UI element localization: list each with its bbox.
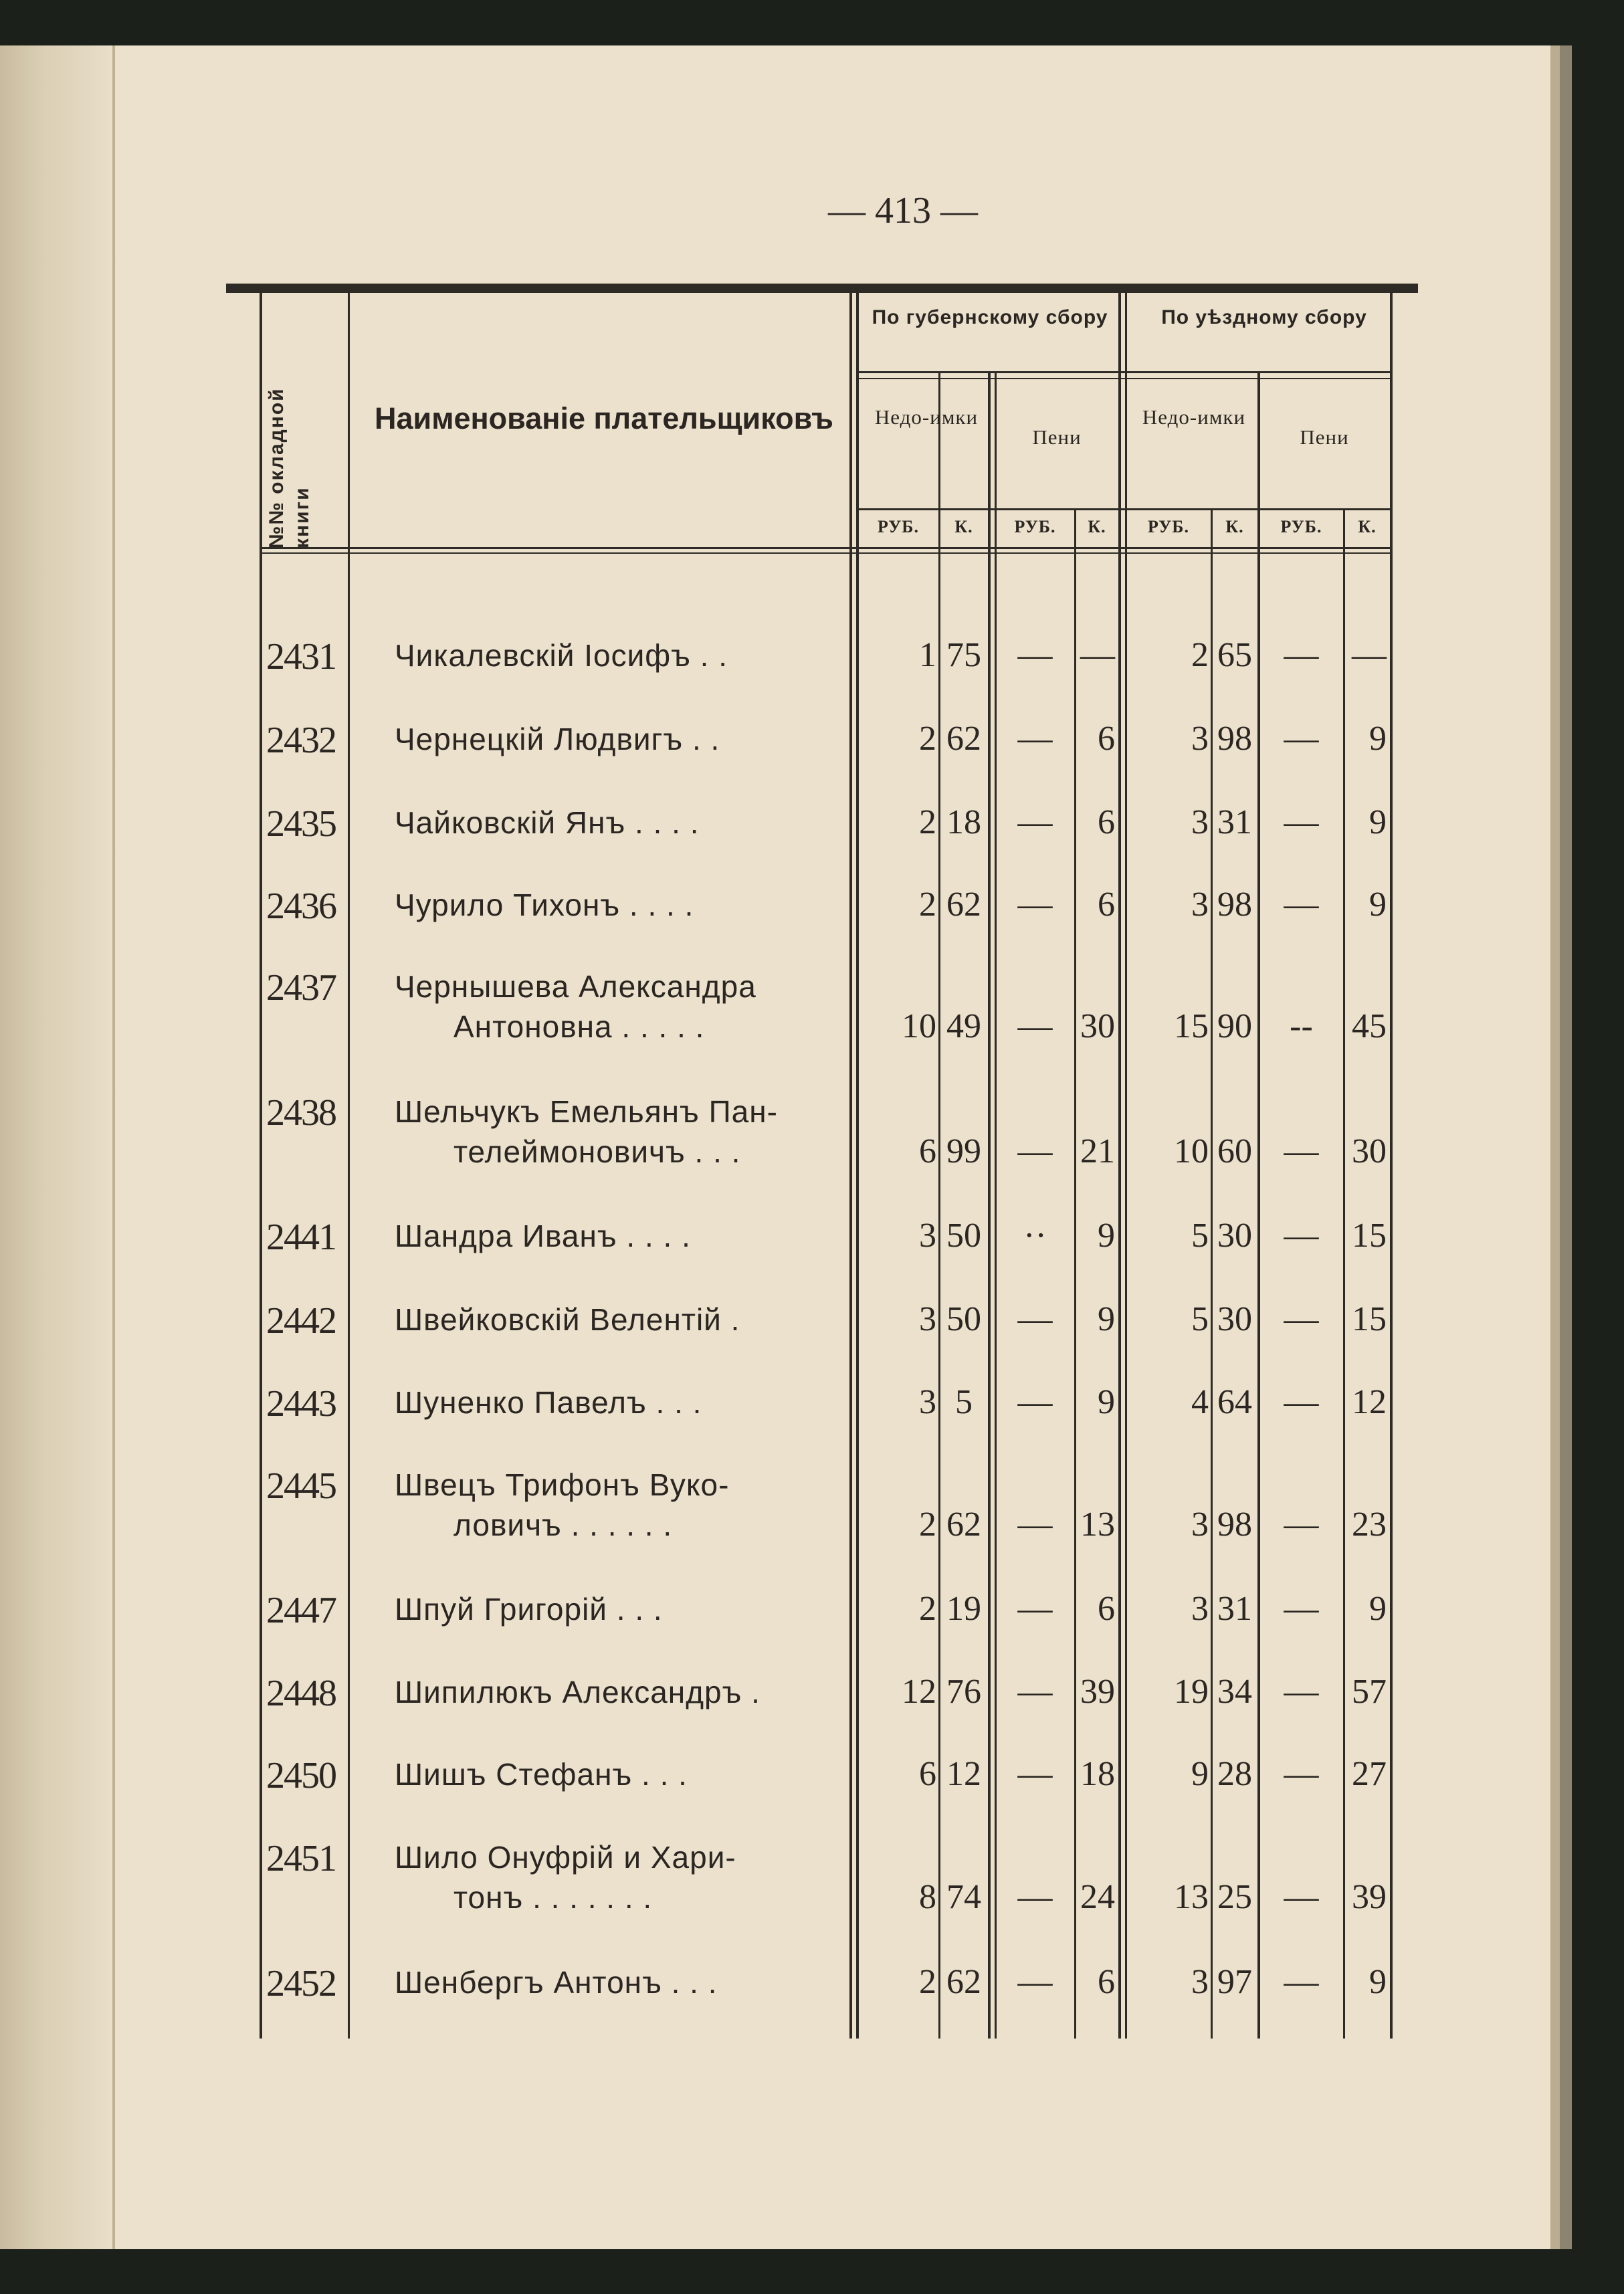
- uezd-arrears-rub: 3: [1191, 803, 1209, 841]
- uezd-fines-kop: 23: [1352, 1505, 1387, 1544]
- uezd-arrears-rub: 2: [1191, 636, 1209, 674]
- payer-name-line2: ловичъ . . . . . .: [453, 1507, 673, 1542]
- gub-arrears-rub: 2: [919, 1590, 936, 1628]
- header-gub-arrears: Недо-имки: [874, 405, 979, 429]
- uezd-fines-kop: 9: [1369, 1590, 1387, 1628]
- payer-name: [395, 1672, 844, 1712]
- payer-name: [395, 635, 844, 675]
- unit-kop: К.: [1358, 517, 1377, 536]
- payer-name-line1: Чайковскій Янъ . . . .: [395, 805, 700, 840]
- gub-fines-kop: 39: [1080, 1673, 1115, 1711]
- gub-arrears-kop: 99: [946, 1132, 981, 1170]
- uezd-arrears-kop: 30: [1217, 1300, 1252, 1338]
- uezd-fines-kop: 27: [1352, 1755, 1387, 1793]
- uezd-fines-rub: —: [1284, 1505, 1319, 1544]
- payer-name: [395, 1216, 844, 1256]
- uezd-fines-rub: —: [1284, 885, 1319, 924]
- payer-name-line1: Чернышева Александра: [395, 969, 756, 1004]
- uezd-fines-kop: 12: [1352, 1383, 1387, 1421]
- book-number: 2443: [266, 1383, 336, 1425]
- uezd-arrears-rub: 5: [1191, 1300, 1209, 1338]
- payer-name-line1: Шило Онуфрій и Хари-: [395, 1840, 736, 1875]
- gub-arrears-kop: 49: [946, 1007, 981, 1045]
- gub-arrears-rub: 2: [919, 885, 936, 924]
- uezd-arrears-rub: 4: [1191, 1383, 1209, 1421]
- gub-arrears-kop: 50: [946, 1217, 981, 1255]
- unit-rub: РУБ.: [877, 517, 919, 536]
- gub-arrears-rub: 2: [919, 1963, 936, 2001]
- uezd-arrears-rub: 15: [1174, 1007, 1209, 1045]
- uezd-arrears-kop: 90: [1217, 1007, 1252, 1045]
- col-divider-uezd-b: [1125, 293, 1127, 2039]
- payer-name: [395, 1589, 844, 1629]
- gub-arrears-rub: 10: [902, 1007, 936, 1045]
- uezd-fines-rub: —: [1284, 1590, 1319, 1628]
- book-number: 2450: [266, 1755, 336, 1796]
- gub-fines-rub: —: [1017, 885, 1053, 924]
- gub-fines-rub: —: [1017, 1300, 1053, 1338]
- uezd-arrears-rub: 19: [1174, 1673, 1209, 1711]
- gub-arrears-rub: 8: [919, 1878, 936, 1916]
- payer-name-line1: Чикалевскій Іосифъ . .: [395, 638, 728, 673]
- book-number: 2447: [266, 1590, 336, 1631]
- gub-arrears-kop: 18: [946, 803, 981, 841]
- header-payers-name: Наименованіе плательщиковъ: [375, 401, 833, 435]
- gub-arrears-rub: 1: [919, 636, 936, 674]
- book-number: 2431: [266, 636, 336, 677]
- table-border-right: [1390, 293, 1393, 2039]
- uezd-fines-rub: —: [1284, 1132, 1319, 1170]
- gub-fines-kop: 6: [1098, 885, 1115, 924]
- uezd-arrears-rub: 3: [1191, 1590, 1209, 1628]
- page-edge: [1550, 45, 1560, 2249]
- uezd-arrears-kop: 98: [1217, 720, 1252, 758]
- header-book-number: №№ окладной книги: [266, 387, 313, 548]
- book-number: 2448: [266, 1673, 336, 1714]
- uezd-arrears-kop: 30: [1217, 1217, 1252, 1255]
- gub-fines-rub: —: [1017, 720, 1053, 758]
- gub-fines-kop: —: [1080, 636, 1115, 674]
- gub-fines-kop: 13: [1080, 1505, 1115, 1544]
- payer-name-line1: Швейковскій Велентій .: [395, 1302, 740, 1337]
- uezd-arrears-kop: 97: [1217, 1963, 1252, 2001]
- uezd-fines-kop: 15: [1352, 1217, 1387, 1255]
- gub-fines-kop: 9: [1098, 1217, 1115, 1255]
- uezd-fines-rub: —: [1284, 803, 1319, 841]
- units-overline: [859, 508, 1390, 510]
- payer-name: [395, 1962, 844, 2002]
- uezd-arrears-kop: 31: [1217, 1590, 1252, 1628]
- uezd-fines-rub: —: [1284, 1673, 1319, 1711]
- payer-name: [395, 966, 844, 1047]
- group-underline: [859, 371, 1390, 373]
- book-number: 2438: [266, 1092, 336, 1134]
- payer-name-line2: Антоновна . . . . .: [453, 1009, 705, 1044]
- gub-fines-kop: 6: [1098, 803, 1115, 841]
- uezd-arrears-kop: 25: [1217, 1878, 1252, 1916]
- gutter-fold: [112, 45, 115, 2249]
- col-divider-name-a: [849, 293, 852, 2039]
- header-gub-fines: Пени: [1032, 425, 1082, 449]
- book-number: 2436: [266, 885, 336, 927]
- gub-fines-kop: 30: [1080, 1007, 1115, 1045]
- header-bottom-line: [260, 547, 1393, 549]
- page-number: — 413 —: [828, 190, 978, 231]
- gub-fines-rub: —: [1017, 1132, 1053, 1170]
- unit-kop: К.: [1225, 517, 1244, 536]
- payer-name: [395, 1299, 844, 1340]
- unit-kop: К.: [954, 517, 973, 536]
- book-number: 2445: [266, 1465, 336, 1507]
- gub-fines-kop: 21: [1080, 1132, 1115, 1170]
- gub-fines-kop: 6: [1098, 1590, 1115, 1628]
- payer-name: [395, 1754, 844, 1794]
- uezd-fines-kop: 45: [1352, 1007, 1387, 1045]
- payer-name-line1: Шипилюкъ Александръ .: [395, 1675, 760, 1709]
- book-number: 2437: [266, 967, 336, 1009]
- book-number: 2435: [266, 803, 336, 845]
- book-number: 2442: [266, 1300, 336, 1342]
- col-divider-g-pen-a: [988, 371, 991, 2039]
- uezd-arrears-kop: 98: [1217, 885, 1252, 924]
- payer-name: [395, 1382, 844, 1423]
- gub-arrears-kop: 12: [946, 1755, 981, 1793]
- payer-name: [395, 885, 844, 925]
- gub-fines-kop: 6: [1098, 1963, 1115, 2001]
- gub-arrears-kop: 75: [946, 636, 981, 674]
- gub-arrears-kop: 62: [946, 720, 981, 758]
- uezd-fines-rub: --: [1290, 1007, 1313, 1045]
- uezd-arrears-kop: 28: [1217, 1755, 1252, 1793]
- gub-arrears-rub: 3: [919, 1383, 936, 1421]
- uezd-fines-kop: 15: [1352, 1300, 1387, 1338]
- gub-arrears-kop: 62: [946, 1963, 981, 2001]
- gub-fines-rub: —: [1017, 1755, 1053, 1793]
- uezd-arrears-kop: 60: [1217, 1132, 1252, 1170]
- uezd-fines-rub: —: [1284, 1217, 1319, 1255]
- book-number: 2451: [266, 1838, 336, 1879]
- book-number: 2441: [266, 1217, 336, 1258]
- payer-name-line1: Шпуй Григорій . . .: [395, 1592, 663, 1627]
- gub-arrears-rub: 3: [919, 1300, 936, 1338]
- gub-arrears-rub: 6: [919, 1755, 936, 1793]
- payer-name-line1: Шельчукъ Емельянъ Пан-: [395, 1094, 778, 1129]
- payer-name-line2: тонъ . . . . . . .: [453, 1880, 653, 1915]
- uezd-fines-kop: 39: [1352, 1878, 1387, 1916]
- uezd-arrears-kop: 98: [1217, 1505, 1252, 1544]
- gub-fines-rub: —: [1017, 1673, 1053, 1711]
- uezd-fines-rub: —: [1284, 1300, 1319, 1338]
- uezd-arrears-kop: 64: [1217, 1383, 1252, 1421]
- payer-name: [395, 719, 844, 759]
- payer-name-line1: Чернецкій Людвигъ . .: [395, 722, 720, 756]
- header-uezd-group: По уѣздному сбору: [1161, 306, 1367, 328]
- gub-arrears-kop: 62: [946, 885, 981, 924]
- gub-arrears-rub: 2: [919, 1505, 936, 1544]
- uezd-fines-kop: 9: [1369, 885, 1387, 924]
- uezd-arrears-rub: 3: [1191, 885, 1209, 924]
- group-underline-2: [859, 378, 1390, 379]
- gub-arrears-rub: 6: [919, 1132, 936, 1170]
- uezd-fines-kop: 57: [1352, 1673, 1387, 1711]
- unit-kop: К.: [1088, 517, 1106, 536]
- uezd-arrears-kop: 65: [1217, 636, 1252, 674]
- gub-arrears-rub: 2: [919, 720, 936, 758]
- gub-fines-kop: 9: [1098, 1383, 1115, 1421]
- uezd-arrears-rub: 10: [1174, 1132, 1209, 1170]
- gub-arrears-rub: 12: [902, 1673, 936, 1711]
- uezd-arrears-kop: 31: [1217, 803, 1252, 841]
- uezd-fines-rub: —: [1284, 720, 1319, 758]
- gub-fines-rub: —: [1017, 1878, 1053, 1916]
- header-uezd-arrears: Недо-имки: [1142, 405, 1246, 429]
- uezd-fines-kop: 9: [1369, 720, 1387, 758]
- header-uezd-fines: Пени: [1300, 425, 1349, 449]
- uezd-arrears-rub: 3: [1191, 1505, 1209, 1544]
- unit-rub: РУБ.: [1014, 517, 1056, 536]
- col-divider-uezd-a: [1118, 293, 1121, 2039]
- gub-arrears-kop: 19: [946, 1590, 981, 1628]
- table-border-left: [260, 293, 262, 2039]
- gub-fines-rub: —: [1017, 1383, 1053, 1421]
- gub-fines-kop: 24: [1080, 1878, 1115, 1916]
- uezd-arrears-rub: 3: [1191, 720, 1209, 758]
- gub-fines-rub: —: [1017, 1963, 1053, 2001]
- page-edge-shadow: [1560, 45, 1572, 2249]
- col-divider-name-b: [856, 293, 859, 2039]
- uezd-arrears-rub: 5: [1191, 1217, 1209, 1255]
- uezd-arrears-kop: 34: [1217, 1673, 1252, 1711]
- book-number: 2452: [266, 1963, 336, 2004]
- uezd-fines-rub: —: [1284, 1963, 1319, 2001]
- page-gutter: [0, 45, 117, 2249]
- payer-name-line1: Шенбергъ Антонъ . . .: [395, 1965, 718, 2000]
- uezd-fines-rub: —: [1284, 1383, 1319, 1421]
- gub-fines-kop: 6: [1098, 720, 1115, 758]
- gub-fines-rub: —: [1017, 1007, 1053, 1045]
- payer-name: [395, 1465, 844, 1545]
- uezd-fines-kop: 30: [1352, 1132, 1387, 1170]
- book-number: 2432: [266, 720, 336, 761]
- payer-name-line1: Чурило Тихонъ . . . .: [395, 888, 694, 922]
- uezd-fines-kop: 9: [1369, 1963, 1387, 2001]
- uezd-fines-rub: —: [1284, 636, 1319, 674]
- gub-fines-rub: —: [1017, 1505, 1053, 1544]
- gub-fines-kop: 9: [1098, 1300, 1115, 1338]
- gub-arrears-rub: 2: [919, 803, 936, 841]
- gub-fines-rub: —: [1017, 636, 1053, 674]
- gub-fines-rub: —: [1017, 803, 1053, 841]
- payer-name-line1: Шандра Иванъ . . . .: [395, 1219, 691, 1253]
- gub-arrears-kop: 5: [955, 1383, 973, 1421]
- payer-name-line2: телеймоновичъ . . .: [453, 1134, 741, 1169]
- gub-fines-rub: —: [1017, 1590, 1053, 1628]
- unit-rub: РУБ.: [1280, 517, 1322, 536]
- gub-arrears-kop: 62: [946, 1505, 981, 1544]
- uezd-fines-kop: —: [1352, 636, 1387, 674]
- uezd-fines-rub: —: [1284, 1878, 1319, 1916]
- gub-arrears-kop: 76: [946, 1673, 981, 1711]
- uezd-fines-kop: 9: [1369, 803, 1387, 841]
- payer-name: [395, 803, 844, 843]
- payer-name: [395, 1091, 844, 1172]
- payer-name-line1: Шишъ Стефанъ . . .: [395, 1757, 688, 1792]
- header-gub-group: По губернскому сбору: [872, 306, 1108, 328]
- gub-arrears-kop: 50: [946, 1300, 981, 1338]
- payer-name-line1: Швецъ Трифонъ Вуко-: [395, 1467, 730, 1502]
- gub-fines-kop: 18: [1080, 1755, 1115, 1793]
- uezd-arrears-rub: 3: [1191, 1963, 1209, 2001]
- gub-arrears-rub: 3: [919, 1217, 936, 1255]
- unit-rub: РУБ.: [1147, 517, 1189, 536]
- top-rule: [226, 284, 1418, 293]
- payer-name-line1: Шуненко Павелъ . . .: [395, 1385, 702, 1420]
- header-bottom-line-2: [260, 552, 1393, 554]
- gub-arrears-kop: 74: [946, 1878, 981, 1916]
- gub-fines-rub: ··: [1023, 1217, 1047, 1255]
- payer-name: [395, 1837, 844, 1917]
- uezd-arrears-rub: 9: [1191, 1755, 1209, 1793]
- uezd-fines-rub: —: [1284, 1755, 1319, 1793]
- uezd-arrears-rub: 13: [1174, 1878, 1209, 1916]
